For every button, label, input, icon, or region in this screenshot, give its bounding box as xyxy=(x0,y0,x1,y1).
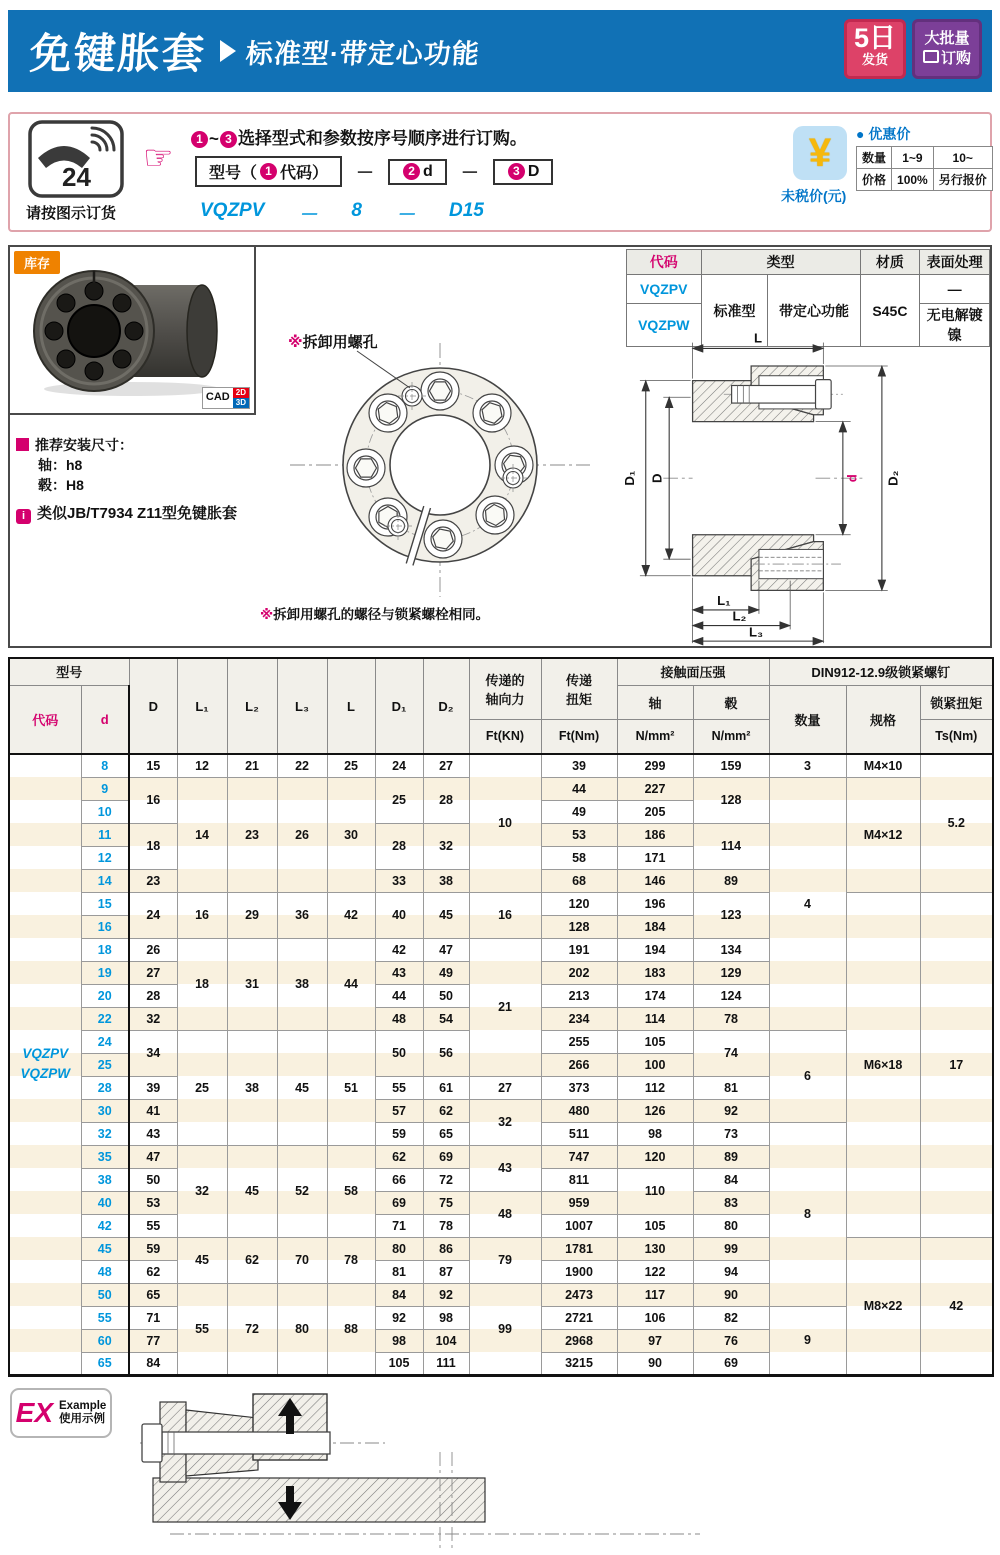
spec-cell: 54 xyxy=(423,1007,469,1030)
spec-cell: 92 xyxy=(423,1283,469,1306)
spec-cell: 25 xyxy=(327,754,375,777)
circled-3-icon: 3 xyxy=(220,131,237,148)
spec-cell: 39 xyxy=(541,754,617,777)
table-row: VQZPV 标准型 带定心功能 S45C — xyxy=(627,275,990,304)
spec-cell: 24 xyxy=(129,892,177,938)
bulk-order-badge: 大批量 订购 xyxy=(912,19,982,79)
d-value: 50 xyxy=(81,1283,129,1306)
spec-cell: 80 xyxy=(693,1214,769,1237)
spec-cell: 45 xyxy=(277,1030,327,1145)
spec-cell: 191 xyxy=(541,938,617,961)
spec-cell: 32 xyxy=(469,1099,541,1145)
spec-cell: 2721 xyxy=(541,1306,617,1329)
spec-cell: 5.2 xyxy=(920,754,993,892)
spec-cell: 44 xyxy=(327,938,375,1030)
d-value: 20 xyxy=(81,984,129,1007)
similar-standard-note: i 类似JB/T7934 Z11型免键胀套 xyxy=(16,502,237,524)
removal-hole-label: ※拆卸用螺孔 xyxy=(288,334,378,351)
spec-cell: 129 xyxy=(693,961,769,984)
spec-cell: 71 xyxy=(129,1306,177,1329)
spec-cell: 45 xyxy=(227,1145,277,1237)
spec-cell: 99 xyxy=(693,1237,769,1260)
product-photo xyxy=(26,263,238,399)
spec-cell: 90 xyxy=(617,1352,693,1375)
spec-cell: 202 xyxy=(541,961,617,984)
spec-cell: 86 xyxy=(423,1237,469,1260)
square-bullet-icon xyxy=(16,438,29,451)
circled-3-icon: 3 xyxy=(508,163,525,180)
spec-cell: 65 xyxy=(423,1122,469,1145)
spec-cell: 98 xyxy=(617,1122,693,1145)
spec-cell: 53 xyxy=(129,1191,177,1214)
d-value: 42 xyxy=(81,1214,129,1237)
spec-cell: 130 xyxy=(617,1237,693,1260)
spec-cell: 94 xyxy=(693,1260,769,1283)
d-value: 32 xyxy=(81,1122,129,1145)
spec-cell: 61 xyxy=(423,1076,469,1099)
spec-cell: 30 xyxy=(327,777,375,892)
spec-cell: 43 xyxy=(129,1122,177,1145)
table-row: VQZPW 无电解镀镍 xyxy=(627,304,990,347)
spec-cell: 2968 xyxy=(541,1329,617,1352)
pointing-hand-icon: ☞ xyxy=(143,139,174,177)
stock-badge: 库存 xyxy=(14,251,60,274)
spec-cell: 8 xyxy=(769,1122,846,1306)
spec-cell: 299 xyxy=(617,754,693,777)
spec-cell: 56 xyxy=(423,1030,469,1076)
spec-cell: 45 xyxy=(177,1237,227,1283)
spec-cell: 171 xyxy=(617,846,693,869)
spec-cell: 100 xyxy=(617,1053,693,1076)
d-value: 60 xyxy=(81,1329,129,1352)
spec-cell: 77 xyxy=(129,1329,177,1352)
spec-cell: 511 xyxy=(541,1122,617,1145)
spec-cell: 25 xyxy=(375,777,423,823)
spec-cell: 59 xyxy=(129,1237,177,1260)
spec-cell: 12 xyxy=(177,754,227,777)
spec-cell: 112 xyxy=(617,1076,693,1099)
spec-cell: 26 xyxy=(129,938,177,961)
spec-cell: 62 xyxy=(227,1237,277,1283)
spec-cell: 32 xyxy=(129,1007,177,1030)
spec-cell: 373 xyxy=(541,1076,617,1099)
spec-cell: M4×12 xyxy=(846,777,920,892)
d-value: 24 xyxy=(81,1030,129,1053)
spec-cell: 90 xyxy=(693,1283,769,1306)
d-value: 28 xyxy=(81,1076,129,1099)
spec-cell: 62 xyxy=(423,1099,469,1122)
d-value: 25 xyxy=(81,1053,129,1076)
page-title: 免键胀套 xyxy=(28,30,208,77)
spec-cell: 50 xyxy=(375,1030,423,1076)
spec-cell: 111 xyxy=(423,1352,469,1375)
d-param-box: 2 d xyxy=(388,159,447,185)
spec-cell: 33 xyxy=(375,869,423,892)
table-row: 数量 1~9 10~ xyxy=(857,147,993,169)
dim-L2: L₂ xyxy=(732,608,747,624)
spec-cell: 32 xyxy=(423,823,469,869)
phone-caption: 请按图示订货 xyxy=(26,205,117,222)
spec-cell: 2473 xyxy=(541,1283,617,1306)
spec-cell: 48 xyxy=(469,1191,541,1237)
discount-price-title: ● 优惠价 xyxy=(856,126,911,142)
d-value: 45 xyxy=(81,1237,129,1260)
spec-cell: 28 xyxy=(375,823,423,869)
spec-cell: 79 xyxy=(469,1237,541,1283)
spec-cell: 70 xyxy=(277,1237,327,1283)
d-value: 16 xyxy=(81,915,129,938)
cad-badge: CAD 2D 3D xyxy=(202,387,250,409)
spec-cell: 31 xyxy=(227,938,277,1030)
spec-cell: 21 xyxy=(469,938,541,1076)
spec-cell: 114 xyxy=(693,823,769,869)
spec-cell: 123 xyxy=(693,892,769,938)
spec-cell: 480 xyxy=(541,1099,617,1122)
spec-cell: 38 xyxy=(277,938,327,1030)
spec-cell: 159 xyxy=(693,754,769,777)
spec-cell: 98 xyxy=(423,1306,469,1329)
spec-cell: 32 xyxy=(177,1145,227,1237)
spec-cell: 53 xyxy=(541,823,617,846)
spec-cell: 25 xyxy=(177,1030,227,1145)
d-value: 18 xyxy=(81,938,129,961)
spec-cell: 38 xyxy=(227,1030,277,1145)
spec-cell: 52 xyxy=(277,1145,327,1237)
d-value: 9 xyxy=(81,777,129,800)
spec-cell: 89 xyxy=(693,869,769,892)
spec-cell: 72 xyxy=(227,1283,277,1375)
spec-cell: 78 xyxy=(423,1214,469,1237)
spec-cell: 106 xyxy=(617,1306,693,1329)
spec-cell: 49 xyxy=(423,961,469,984)
d-value: 55 xyxy=(81,1306,129,1329)
spec-cell: 47 xyxy=(129,1145,177,1168)
spec-cell: 6 xyxy=(769,1030,846,1122)
spec-cell: 811 xyxy=(541,1168,617,1191)
dim-d: d xyxy=(844,474,860,483)
d-value: 48 xyxy=(81,1260,129,1283)
removal-hole-note: ※拆卸用螺孔的螺径与锁紧螺栓相同。 xyxy=(260,607,490,622)
spec-cell: 3 xyxy=(769,754,846,777)
spec-cell: M6×18 xyxy=(846,892,920,1237)
spec-cell: 26 xyxy=(277,777,327,892)
spec-cell: 3215 xyxy=(541,1352,617,1375)
spec-cell: 55 xyxy=(375,1076,423,1099)
spec-cell: 98 xyxy=(375,1329,423,1352)
spec-cell: 105 xyxy=(375,1352,423,1375)
spec-cell: 110 xyxy=(617,1168,693,1214)
spec-cell: 88 xyxy=(327,1283,375,1375)
install-notes: 推荐安装尺寸： 轴：h8 毂：H8 xyxy=(16,435,133,495)
spec-cell: 36 xyxy=(277,892,327,938)
D-param-box: 3 D xyxy=(493,159,554,185)
spec-cell: 146 xyxy=(617,869,693,892)
spec-cell: 41 xyxy=(129,1099,177,1122)
spec-cell: 39 xyxy=(129,1076,177,1099)
spec-cell: 84 xyxy=(693,1168,769,1191)
spec-cell: 76 xyxy=(693,1329,769,1352)
spec-cell: 234 xyxy=(541,1007,617,1030)
spec-cell: M8×22 xyxy=(846,1237,920,1375)
spec-cell: 4 xyxy=(769,777,846,1030)
spec-cell: 55 xyxy=(177,1283,227,1375)
spec-cell: 78 xyxy=(327,1237,375,1283)
spec-cell: 38 xyxy=(423,869,469,892)
table-header-row: Ft(KN) Ft(Nm) N/mm² N/mm² Ts(Nm) xyxy=(9,719,993,754)
spec-cell: 18 xyxy=(177,938,227,1030)
circled-1-icon: 1 xyxy=(191,131,208,148)
spec-cell: 18 xyxy=(129,823,177,869)
spec-cell: 83 xyxy=(693,1191,769,1214)
spec-cell: 1900 xyxy=(541,1260,617,1283)
table-row: 价格 100% 另行报价 xyxy=(857,169,993,191)
spec-cell: 43 xyxy=(375,961,423,984)
spec-cell: 29 xyxy=(227,892,277,938)
d-value: 38 xyxy=(81,1168,129,1191)
spec-cell: 57 xyxy=(375,1099,423,1122)
spec-cell: 174 xyxy=(617,984,693,1007)
spec-cell: 183 xyxy=(617,961,693,984)
spec-cell: 40 xyxy=(375,892,423,938)
spec-cell: 117 xyxy=(617,1283,693,1306)
spec-cell: 69 xyxy=(693,1352,769,1375)
table-row: 代码 类型 材质 表面处理 xyxy=(627,250,990,275)
spec-cell: 14 xyxy=(177,777,227,892)
spec-cell: 128 xyxy=(541,915,617,938)
spec-cell: 22 xyxy=(277,754,327,777)
spec-cell: 105 xyxy=(617,1214,693,1237)
spec-cell: 186 xyxy=(617,823,693,846)
spec-cell: 99 xyxy=(469,1283,541,1375)
price-table xyxy=(856,146,993,191)
spec-cell: 16 xyxy=(177,892,227,938)
spec-cell: 62 xyxy=(129,1260,177,1283)
spec-cell: 16 xyxy=(469,892,541,938)
spec-cell: 71 xyxy=(375,1214,423,1237)
spec-cell: M4×10 xyxy=(846,754,920,777)
dim-D: D xyxy=(649,473,665,483)
spec-cell: 255 xyxy=(541,1030,617,1053)
spec-cell: 17 xyxy=(920,892,993,1237)
table-row xyxy=(9,1237,993,1260)
phone-24h-icon xyxy=(28,120,124,198)
usage-example-drawing xyxy=(140,1390,720,1550)
d-value: 35 xyxy=(81,1145,129,1168)
spec-cell: 122 xyxy=(617,1260,693,1283)
spec-cell: 120 xyxy=(541,892,617,915)
circled-1-icon: 1 xyxy=(260,163,277,180)
d-value: 40 xyxy=(81,1191,129,1214)
d-value: 30 xyxy=(81,1099,129,1122)
spec-cell: 266 xyxy=(541,1053,617,1076)
spec-cell: 227 xyxy=(617,777,693,800)
spec-cell: 72 xyxy=(423,1168,469,1191)
code-cell: VQZPV VQZPW xyxy=(9,754,81,1375)
spec-cell: 105 xyxy=(617,1030,693,1053)
spec-cell: 42 xyxy=(327,892,375,938)
model-format-row: 型号（ 1 代码） － 2 d － 3 D xyxy=(195,156,553,187)
dim-L3: L₃ xyxy=(748,624,764,640)
spec-cell: 124 xyxy=(693,984,769,1007)
spec-cell: 959 xyxy=(541,1191,617,1214)
spec-cell: 55 xyxy=(129,1214,177,1237)
cad-2d-tag: 2D xyxy=(233,388,249,398)
ordering-instruction: 1 ~ 3 选择型式和参数按序号顺序进行订购。 xyxy=(190,124,527,149)
svg-text:24: 24 xyxy=(62,162,91,192)
spec-cell: 51 xyxy=(327,1030,375,1145)
spec-table-section xyxy=(8,657,994,1377)
spec-cell: 69 xyxy=(423,1145,469,1168)
spec-cell: 58 xyxy=(541,846,617,869)
info-icon: i xyxy=(16,509,31,524)
dim-L1: L₁ xyxy=(717,593,731,609)
yen-icon: ¥ xyxy=(793,126,847,180)
spec-cell: 28 xyxy=(129,984,177,1007)
spec-cell: 15 xyxy=(129,754,177,777)
spec-cell: 62 xyxy=(375,1145,423,1168)
spec-cell: 42 xyxy=(375,938,423,961)
spec-cell: 120 xyxy=(617,1145,693,1168)
spec-cell: 74 xyxy=(693,1030,769,1076)
spec-cell: 81 xyxy=(693,1076,769,1099)
dim-L: L xyxy=(753,330,762,346)
spec-cell: 128 xyxy=(693,777,769,823)
spec-cell: 49 xyxy=(541,800,617,823)
spec-cell: 92 xyxy=(693,1099,769,1122)
cad-3d-tag: 3D xyxy=(233,398,249,408)
spec-table-body xyxy=(9,754,993,1375)
d-value: 65 xyxy=(81,1352,129,1375)
spec-cell: 44 xyxy=(541,777,617,800)
monitor-icon xyxy=(923,50,939,63)
spec-cell: 23 xyxy=(227,777,277,892)
d-value: 19 xyxy=(81,961,129,984)
spec-cell: 58 xyxy=(327,1145,375,1237)
d-value: 12 xyxy=(81,846,129,869)
table-header-row: 型号 D L₁ L₂ L₃ L D₁ D₂ 传递的 轴向力 传递 扭矩 接触面压强 DIN912-12.9级锁紧螺钉 xyxy=(9,658,993,685)
spec-cell: 21 xyxy=(227,754,277,777)
dim-D2: D₂ xyxy=(885,470,901,486)
table-header-row: 代码 d 轴 毂 数量 规格 锁紧扭矩 xyxy=(9,685,993,719)
table-row xyxy=(9,754,993,777)
spec-cell: 1781 xyxy=(541,1237,617,1260)
page-subtitle: 标准型·带定心功能 xyxy=(244,38,481,69)
spec-cell: 184 xyxy=(617,915,693,938)
spec-cell: 82 xyxy=(693,1306,769,1329)
d-value: 10 xyxy=(81,800,129,823)
spec-cell: 65 xyxy=(129,1283,177,1306)
spec-cell: 50 xyxy=(423,984,469,1007)
spec-cell: 196 xyxy=(617,892,693,915)
spec-cell: 47 xyxy=(423,938,469,961)
spec-cell: 34 xyxy=(129,1030,177,1076)
side-section-drawing xyxy=(602,325,992,647)
spec-cell: 48 xyxy=(375,1007,423,1030)
spec-cell: 43 xyxy=(469,1145,541,1191)
spec-cell: 24 xyxy=(375,754,423,777)
spec-cell: 9 xyxy=(769,1306,846,1375)
spec-cell: 205 xyxy=(617,800,693,823)
d-value: 11 xyxy=(81,823,129,846)
order-example: VQZPV － 8 － D15 xyxy=(200,200,484,226)
example-badge: EX Example 使用示例 xyxy=(10,1388,112,1438)
page-banner xyxy=(8,10,992,92)
spec-cell: 194 xyxy=(617,938,693,961)
spec-cell: 27 xyxy=(423,754,469,777)
spec-cell: 80 xyxy=(277,1283,327,1375)
front-view-drawing xyxy=(260,325,612,603)
spec-cell: 73 xyxy=(693,1122,769,1145)
photo-box xyxy=(10,247,256,415)
spec-cell: 10 xyxy=(469,754,541,892)
spec-cell: 126 xyxy=(617,1099,693,1122)
d-value: 14 xyxy=(81,869,129,892)
circled-2-icon: 2 xyxy=(403,163,420,180)
spec-cell: 44 xyxy=(375,984,423,1007)
spec-cell: 104 xyxy=(423,1329,469,1352)
spec-cell: 1007 xyxy=(541,1214,617,1237)
price-caption: 未税价(元) xyxy=(781,188,847,204)
spec-cell: 45 xyxy=(423,892,469,938)
d-value: 22 xyxy=(81,1007,129,1030)
spec-cell: 92 xyxy=(375,1306,423,1329)
spec-cell: 84 xyxy=(129,1352,177,1375)
table-row xyxy=(9,892,993,915)
spec-cell: 50 xyxy=(129,1168,177,1191)
spec-cell: 78 xyxy=(693,1007,769,1030)
spec-table xyxy=(8,657,994,1377)
spec-cell: 66 xyxy=(375,1168,423,1191)
spec-cell: 97 xyxy=(617,1329,693,1352)
spec-cell: 89 xyxy=(693,1145,769,1168)
spec-cell: 134 xyxy=(693,938,769,961)
spec-cell: 69 xyxy=(375,1191,423,1214)
spec-cell: 68 xyxy=(541,869,617,892)
spec-cell: 213 xyxy=(541,984,617,1007)
spec-cell: 114 xyxy=(617,1007,693,1030)
spec-cell: 87 xyxy=(423,1260,469,1283)
ship-badge: 5日 发货 xyxy=(844,19,906,79)
spec-cell: 16 xyxy=(129,777,177,823)
spec-cell: 23 xyxy=(129,869,177,892)
spec-cell: 27 xyxy=(469,1076,541,1099)
dim-D1: D₁ xyxy=(622,470,638,486)
spec-cell: 81 xyxy=(375,1260,423,1283)
model-code-box: 型号（ 1 代码） xyxy=(195,156,342,187)
spec-cell: 84 xyxy=(375,1283,423,1306)
spec-cell: 747 xyxy=(541,1145,617,1168)
arrow-right-icon xyxy=(220,40,236,62)
product-panel xyxy=(8,245,992,648)
spec-cell: 42 xyxy=(920,1237,993,1375)
spec-cell: 28 xyxy=(423,777,469,823)
spec-cell: 27 xyxy=(129,961,177,984)
spec-cell: 80 xyxy=(375,1237,423,1260)
spec-cell: 75 xyxy=(423,1191,469,1214)
spec-cell: 59 xyxy=(375,1122,423,1145)
d-value: 15 xyxy=(81,892,129,915)
d-value: 8 xyxy=(81,754,129,777)
